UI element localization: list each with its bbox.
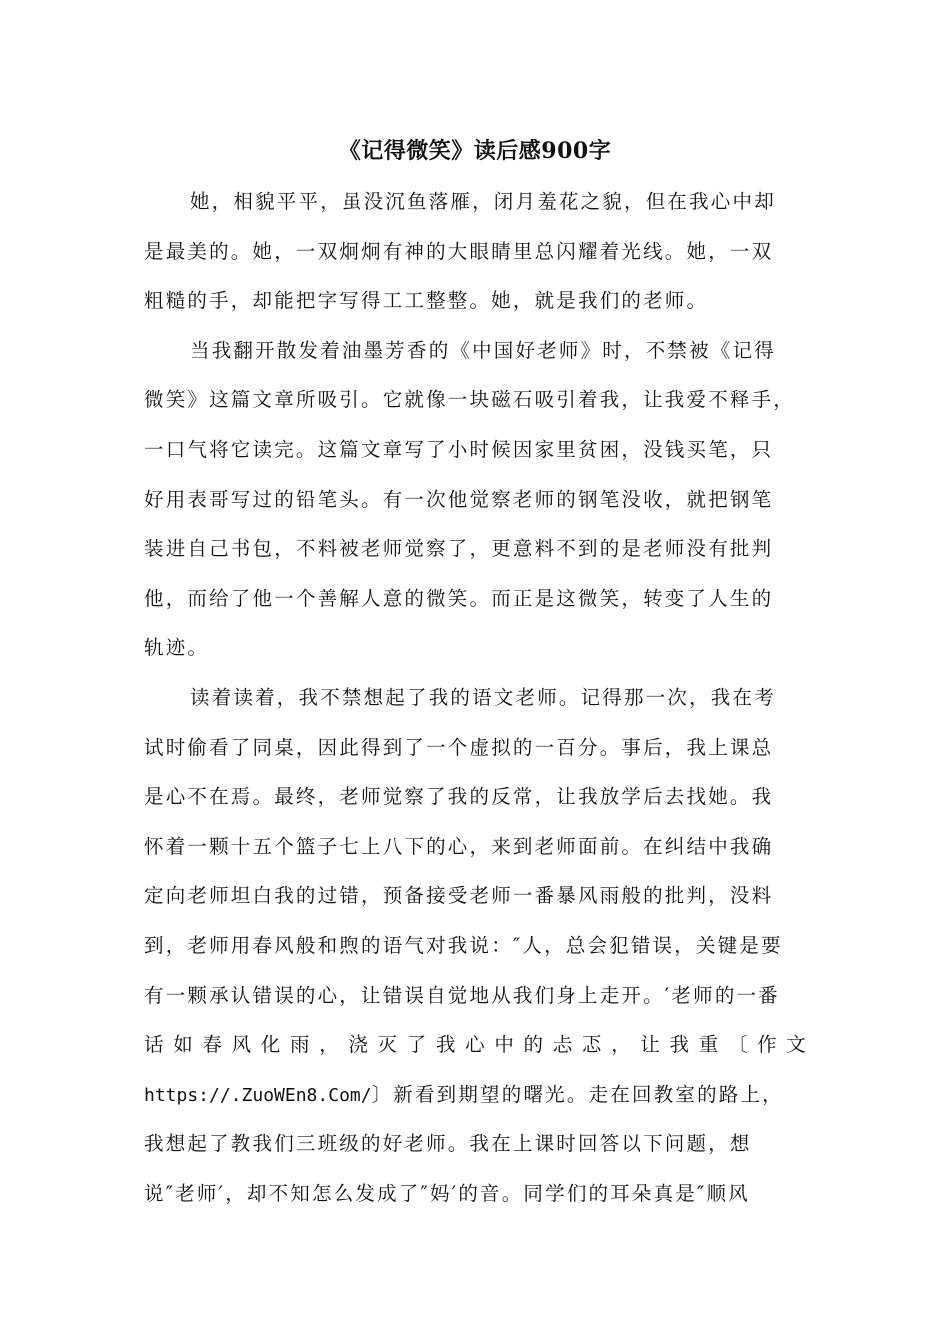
body-line: 我想起了教我们三班级的好老师。我在上课时回答以下问题，想 <box>144 1132 752 1156</box>
body-line: 他，而给了他一个善解人意的微笑。而正是这微笑，转变了人生的 <box>144 586 774 610</box>
body-line: 到，老师用春风般和煦的语气对我说：″人，总会犯错误，关键是要 <box>144 933 783 957</box>
body-line: 话如春风化雨，浇灭了我心中的忐忑，让我重〔作文 <box>144 1033 808 1057</box>
body-line: 好用表哥写过的铅笔头。有一次他觉察老师的钢笔没收，就把钢笔 <box>144 487 774 511</box>
body-line: 是心不在焉。最终，老师觉察了我的反常，让我放学后去找她。我 <box>144 785 774 809</box>
line-text: 〕新看到期望的曙光。走在回教室的路上， <box>371 1082 784 1106</box>
document-body <box>144 182 808 1223</box>
body-line: 粗糙的手，却能把字写得工工整整。她，就是我们的老师。 <box>144 289 709 313</box>
body-line: 微笑》这篇文章所吸引。它就像一块磁石吸引着我，让我爱不释手， <box>144 388 796 412</box>
body-line: 定向老师坦白我的过错，预备接受老师一番暴风雨般的批判，没料 <box>144 884 774 908</box>
body-line: 一口气将它读完。这篇文章写了小时候因家里贫困，没钱买笔，只 <box>144 437 774 461</box>
body-line: 当我翻开散发着油墨芳香的《中国好老师》时，不禁被《记得 <box>190 338 776 362</box>
body-line <box>144 1075 808 1125</box>
body-line: 她，相貌平平，虽没沉鱼落雁，闭月羞花之貌，但在我心中却 <box>190 190 776 213</box>
url-text: https://.ZuoWEn8.Com/ <box>144 1084 372 1106</box>
body-line: 装进自己书包，不料被老师觉察了，更意料不到的是老师没有批判 <box>144 537 774 561</box>
document-title: 《记得微笑》读后感900字 <box>338 138 612 164</box>
body-line: 轨迹。 <box>144 636 210 660</box>
body-line: 怀着一颗十五个篮子七上八下的心，来到老师面前。在纠结中我确 <box>144 834 774 858</box>
body-line: 说″老师′，却不知怎么发成了″妈′的音。同学们的耳朵真是″顺风 <box>144 1181 750 1205</box>
body-line: 试时偷看了同桌，因此得到了一个虚拟的一百分。事后，我上课总 <box>144 735 774 759</box>
body-line: 是最美的。她，一双炯炯有神的大眼睛里总闪耀着光线。她，一双 <box>144 239 774 263</box>
body-line: 读着读着，我不禁想起了我的语文老师。记得那一次，我在考 <box>190 685 776 709</box>
body-line: 有一颗承认错误的心，让错误自觉地从我们身上走开。′老师的一番 <box>144 983 780 1007</box>
